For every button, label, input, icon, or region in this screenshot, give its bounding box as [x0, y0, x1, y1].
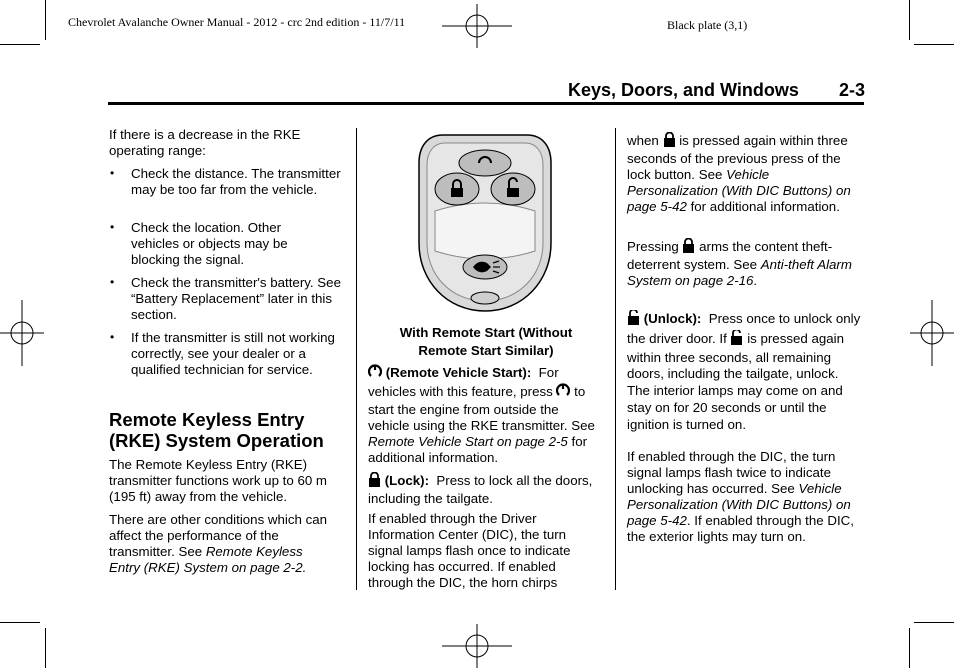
bullet-3: • — [110, 275, 115, 289]
registration-mark-top — [442, 4, 512, 48]
registration-mark-right — [910, 300, 954, 366]
lock-again-text-1: when — [627, 133, 659, 148]
section-heading — [109, 409, 349, 451]
dic-unlock-paragraph — [627, 449, 867, 545]
column-divider — [615, 128, 616, 590]
lock-again-text-2: is pressed again within three seconds of the previous press of the lock button. See — [627, 133, 848, 182]
rke-range-paragraph: The Remote Keyless Entry (RKE) transmitter functions work up to 60 m (195 ft) away from the vehicle. — [109, 457, 328, 504]
heading-line-2: (RKE) System Operation — [109, 430, 324, 451]
lock-again-reference: Vehicle Personalization (With DIC Buttons) on page 5-42 — [627, 167, 851, 214]
theft-deterrent-paragraph — [627, 238, 852, 289]
bullet-4: • — [110, 330, 115, 344]
column-divider — [356, 128, 357, 590]
rke-conditions-paragraph — [109, 512, 334, 576]
figure-caption — [370, 324, 602, 360]
remote-start-text-3: for additional information. — [368, 434, 588, 465]
unlock-label: (Unlock): — [643, 311, 702, 326]
dic-lock-paragraph: If enabled through the Driver Information Center (DIC), the turn signal lamps flash once to indicate locking has occurred. If enabled through the DIC, the horn chirps — [368, 511, 571, 590]
unlock-text-1: Press once to unlock only the driver door. If — [627, 311, 861, 346]
dic-unlock-reference: Vehicle Personalization (With DIC Buttons) on page 5-42 — [627, 481, 851, 528]
lock-label: (Lock): — [384, 473, 430, 488]
conditions-text: There are other conditions which can affect the performance of the transmitter. See — [109, 512, 328, 559]
page-number: 2-3 — [839, 80, 866, 100]
caption-line-2: Remote Start Similar) — [418, 343, 554, 358]
remote-start-icon — [368, 364, 382, 383]
dic-unlock-text-1: If enabled through the DIC, the turn signal lamps flash twice to indicate unlocking has occurred. See — [627, 449, 836, 496]
unlock-text-2: is pressed again within three seconds, all remaining doors, including the tailgate, unlock. The interior lamps may come on and stay on for 20 seconds or until the ignition is turned on. — [627, 330, 845, 432]
lock-text: Press to lock all the doors, including the tailgate. — [368, 473, 593, 506]
lock-icon-inline — [682, 238, 695, 257]
range-intro: If there is a decrease in the RKE operating range: — [109, 127, 301, 158]
crop-mark — [45, 628, 46, 668]
unlock-icon — [627, 310, 640, 330]
bullet-text-2: Check the location. Other vehicles or objects may be blocking the signal. — [131, 220, 288, 267]
bullet-text-3: Check the transmitter's battery. See “Battery Replacement” later in this section. — [131, 275, 341, 322]
crop-mark — [0, 622, 40, 623]
remote-start-reference: Remote Vehicle Start on page 2-5 — [368, 434, 568, 449]
bullet-1: • — [110, 166, 115, 180]
remote-start-paragraph — [368, 364, 600, 466]
crop-mark — [909, 628, 910, 668]
plate-label: Black plate (3,1) — [667, 18, 748, 32]
crop-mark — [914, 622, 954, 623]
theft-text-1: Pressing — [627, 239, 679, 254]
header-rule — [108, 102, 864, 105]
bullet-text-4: If the transmitter is still not working correctly, see your dealer or a qualified technician for service. — [131, 330, 335, 377]
crop-mark — [45, 0, 46, 40]
crop-mark — [0, 44, 40, 45]
remote-start-icon-inline — [556, 383, 570, 402]
theft-reference: Anti-theft Alarm System on page 2-16 — [627, 257, 852, 288]
manual-title: Chevrolet Avalanche Owner Manual - 2012 - crc 2nd edition - 11/7/11 — [68, 15, 406, 29]
lock-paragraph — [368, 472, 600, 507]
unlock-icon-inline — [730, 330, 743, 350]
registration-mark-bottom — [442, 624, 512, 668]
bullet-text-1: Check the distance. The transmitter may be too far from the vehicle. — [131, 166, 341, 197]
lock-icon — [368, 472, 381, 491]
remote-start-text-2: to start the engine from outside the vehicle using the RKE transmitter. See — [368, 384, 595, 433]
lock-icon-inline — [663, 132, 676, 151]
key-fob-image — [415, 133, 555, 315]
dic-unlock-text-2: . If enabled through the DIC, the exterior lights may turn on. — [627, 513, 854, 544]
bullet-2: • — [110, 220, 115, 234]
lock-again-text-3: for additional information. — [690, 199, 840, 214]
crop-mark — [914, 44, 954, 45]
section-title: Keys, Doors, and Windows — [568, 80, 799, 100]
lock-again-paragraph — [627, 132, 862, 215]
unlock-paragraph — [627, 310, 862, 434]
conditions-reference: Remote Keyless Entry (RKE) System on page 2-2. — [109, 544, 307, 575]
remote-start-label: (Remote Vehicle Start): — [385, 365, 532, 380]
heading-line-1: Remote Keyless Entry — [109, 409, 305, 430]
theft-text-3: . — [753, 273, 758, 288]
registration-mark-left — [0, 300, 44, 366]
theft-text-2: arms the content theft-deterrent system. See — [627, 239, 833, 272]
crop-mark — [909, 0, 910, 40]
remote-start-text-1: For vehicles with this feature, press — [368, 365, 559, 399]
caption-line-1: With Remote Start (Without — [399, 325, 573, 340]
